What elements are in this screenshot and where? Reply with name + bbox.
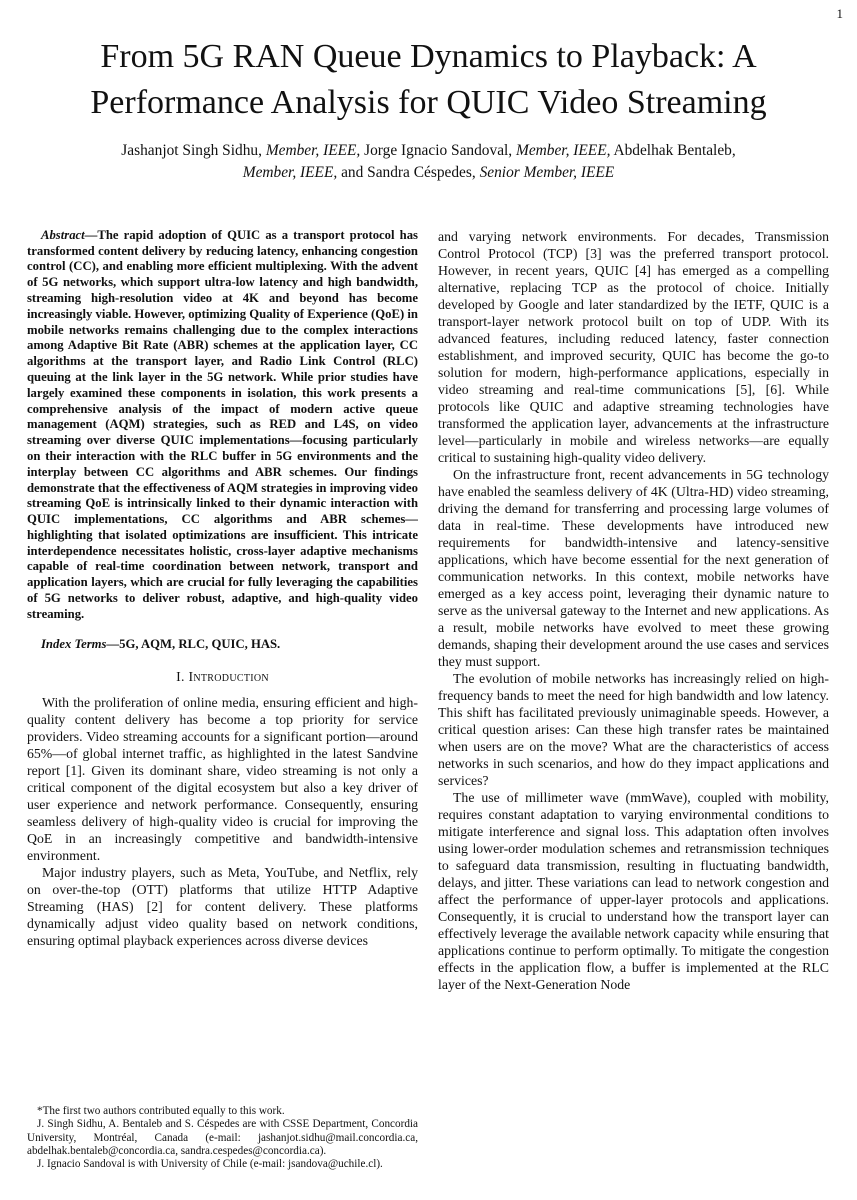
abstract-text: The rapid adoption of QUIC as a transport protocol has transformed content delivery by reducing latency, enhancing congestion control (CC), and enabling more efficient multiplexing. With the advent of 5G networks, which support ultra-low latency and high bandwidth, streaming high-resolution video at 4K and beyond has become increasingly viable. However, optimizing Quality of Experience (QoE) in mobile networks remains challenging due to the complex interactions among Adaptive Bit Rate (ABR) schemes at the application layer, CC algorithms at the transport layer, and Radio Link Control (RLC) queuing at the link layer in the 5G network. While prior studies have largely examined these components in isolation, this work presents a comprehensive analysis of the impact of modern active queue management (AQM) strategies, such as RED and L4S, on video streaming over diverse QUIC implementations—focusing particularly on their interaction with the RLC buffer in 5G environments and the interplay between CC algorithms and ABR schemes. Our findings demonstrate that the effectiveness of AQM strategies in improving video streaming QoE is intrinsically linked to their dynamic interaction with QUIC implementations, CC algorithms and ABR schemes—highlighting that isolated optimizations are insufficient. This intricate interdependence necessitates holistic, cross-layer adaptive mechanisms capable of real-time coordination between network, transport and application layers, which are crucial for fully leveraging the capabilities of 5G networks to deliver robust, adaptive, and high-quality video streaming.	[27, 227, 418, 621]
footnote-equal-contribution: *The first two authors contributed equally to this work.	[37, 1104, 285, 1117]
abstract-label: Abstract—	[41, 227, 98, 242]
paragraph: Major industry players, such as Meta, YouTube, and Netflix, rely on over-the-top (OTT) platforms that utilize HTTP Adaptive Streaming (HAS) [2] for content delivery. These platforms dynamically adjust video quality based on network conditions, ensuring optimal playback experiences across diverse devices	[27, 865, 418, 949]
author-role-4: Senior Member, IEEE	[479, 163, 615, 181]
index-terms	[27, 637, 418, 653]
paragraph: With the proliferation of online media, ensuring efficient and high-quality content delivery has become a top priority for service providers. Video streaming accounts for a significant portion—around 65%—of global internet traffic, as highlighted in the latest Sandvine report [1]. Given its dominant share, video streaming is not only a critical component of the digital ecosystem but also a key driver of user experience and network performance. Consequently, ensuring seamless delivery of high-quality video is crucial for improving the QoE in an increasingly competitive and bandwidth-intensive environment.	[27, 695, 418, 864]
paper-header	[0, 34, 857, 184]
page-number: 1	[836, 6, 843, 21]
paper-title	[0, 34, 857, 126]
section-title: Introduction	[188, 669, 269, 685]
author-name-2: Jorge Ignacio Sandoval,	[364, 142, 513, 159]
paragraph: and varying network environments. For decades, Transmission Control Protocol (TCP) [3] was the preferred transport protocol. However, in recent years, QUIC [4] has emerged as a compelling alternative, replacing TCP as the protocol of choice. Initially developed by Google and later standardized by the IETF, QUIC is a transport-layer network protocol built on top of UDP. With its advanced features, including reduced latency, faster connection establishment, and improved security, QUIC has become the go-to solution for modern, high-performance applications, especially in video streaming and real-time communications [5], [6]. While protocols like QUIC and adaptive streaming technologies have transformed the application layer, advancements at the infrastructure level—particularly in mobile and wireless networks—are equally critical to sustaining high-quality video delivery.	[438, 228, 829, 465]
author-name-3: Abdelhak Bentaleb,	[613, 142, 736, 159]
section-number: I.	[176, 669, 185, 685]
author-role-3: Member, IEEE,	[242, 163, 338, 181]
index-terms-label: Index Terms—	[41, 636, 120, 651]
abstract	[27, 228, 418, 623]
index-terms-text: 5G, AQM, RLC, QUIC, HAS.	[119, 636, 281, 651]
title-line-1: From 5G RAN Queue Dynamics to Playback: A	[100, 38, 757, 75]
author-list	[96, 140, 761, 184]
author-name-4: and Sandra Céspedes,	[341, 163, 476, 181]
paragraph: The use of millimeter wave (mmWave), coupled with mobility, requires constant adaptation to varying environmental conditions to mitigate interference and signal loss. This adaptation often involves using lower-order modulation schemes and retransmission techniques to safeguard data transmission, resulting in fluctuating bandwidth, delays, and jitter. These variations can lead to network congestion and affect the performance of upper-layer protocols and applications. Consequently, it is crucial to understand how the transport layer can effectively leverage the available network capacity while ensuring that applications continue to perform optimally. To mitigate the congestion effects in the application flow, a buffer is implemented at the RLC layer of the Next-Generation Node	[438, 789, 829, 992]
right-column	[438, 228, 829, 1172]
author-role-2: Member, IEEE,	[516, 142, 611, 159]
author-role-1: Member, IEEE,	[265, 142, 361, 159]
title-line-2: Performance Analysis for QUIC Video Streaming	[90, 84, 767, 121]
footnote-affiliation-1: J. Singh Sidhu, A. Bentaleb and S. Céspedes are with CSSE Department, Concordia University, Montréal, Canada (e-mail: jashanjot.sidhu@mail.concordia.ca, abdelhak.bentaleb@concordia.ca, sandra.cespedes@concordia.ca).	[27, 1118, 418, 1157]
paragraph: On the infrastructure front, recent advancements in 5G technology have enabled the seamless delivery of 4K (Ultra-HD) video streaming, driving the demand for transferring and processing large volumes of data in real-time. These developments have introduced new requirements for bandwidth-intensive and latency-sensitive applications, which have become essential for the next generation of communication networks. In this context, mobile networks have emerged as a key access point, leveraging their dynamic nature to serve as the universal gateway to the Internet and new applications. As a result, mobile networks have evolved to meet these growing demands, shaping their development around the use cases and services they must support.	[438, 466, 829, 669]
left-column	[27, 228, 418, 1172]
footnotes	[27, 1095, 418, 1172]
paragraph: The evolution of mobile networks has increasingly relied on high-frequency bands to meet the need for high bandwidth and low latency. This shift has facilitated previously unimaginable speeds. However, a critical question arises: Can these high transfer rates be maintained when users are on the move? What are the characteristics of access networks in such scenarios, and how do they impact applications and services?	[438, 670, 829, 788]
footnote-affiliation-2: J. Ignacio Sandoval is with University of Chile (e-mail: jsandova@uchile.cl).	[37, 1158, 383, 1171]
author-name-1: Jashanjot Singh Sidhu,	[121, 142, 262, 159]
two-column-body	[0, 228, 857, 1172]
section-heading-introduction	[27, 668, 418, 685]
